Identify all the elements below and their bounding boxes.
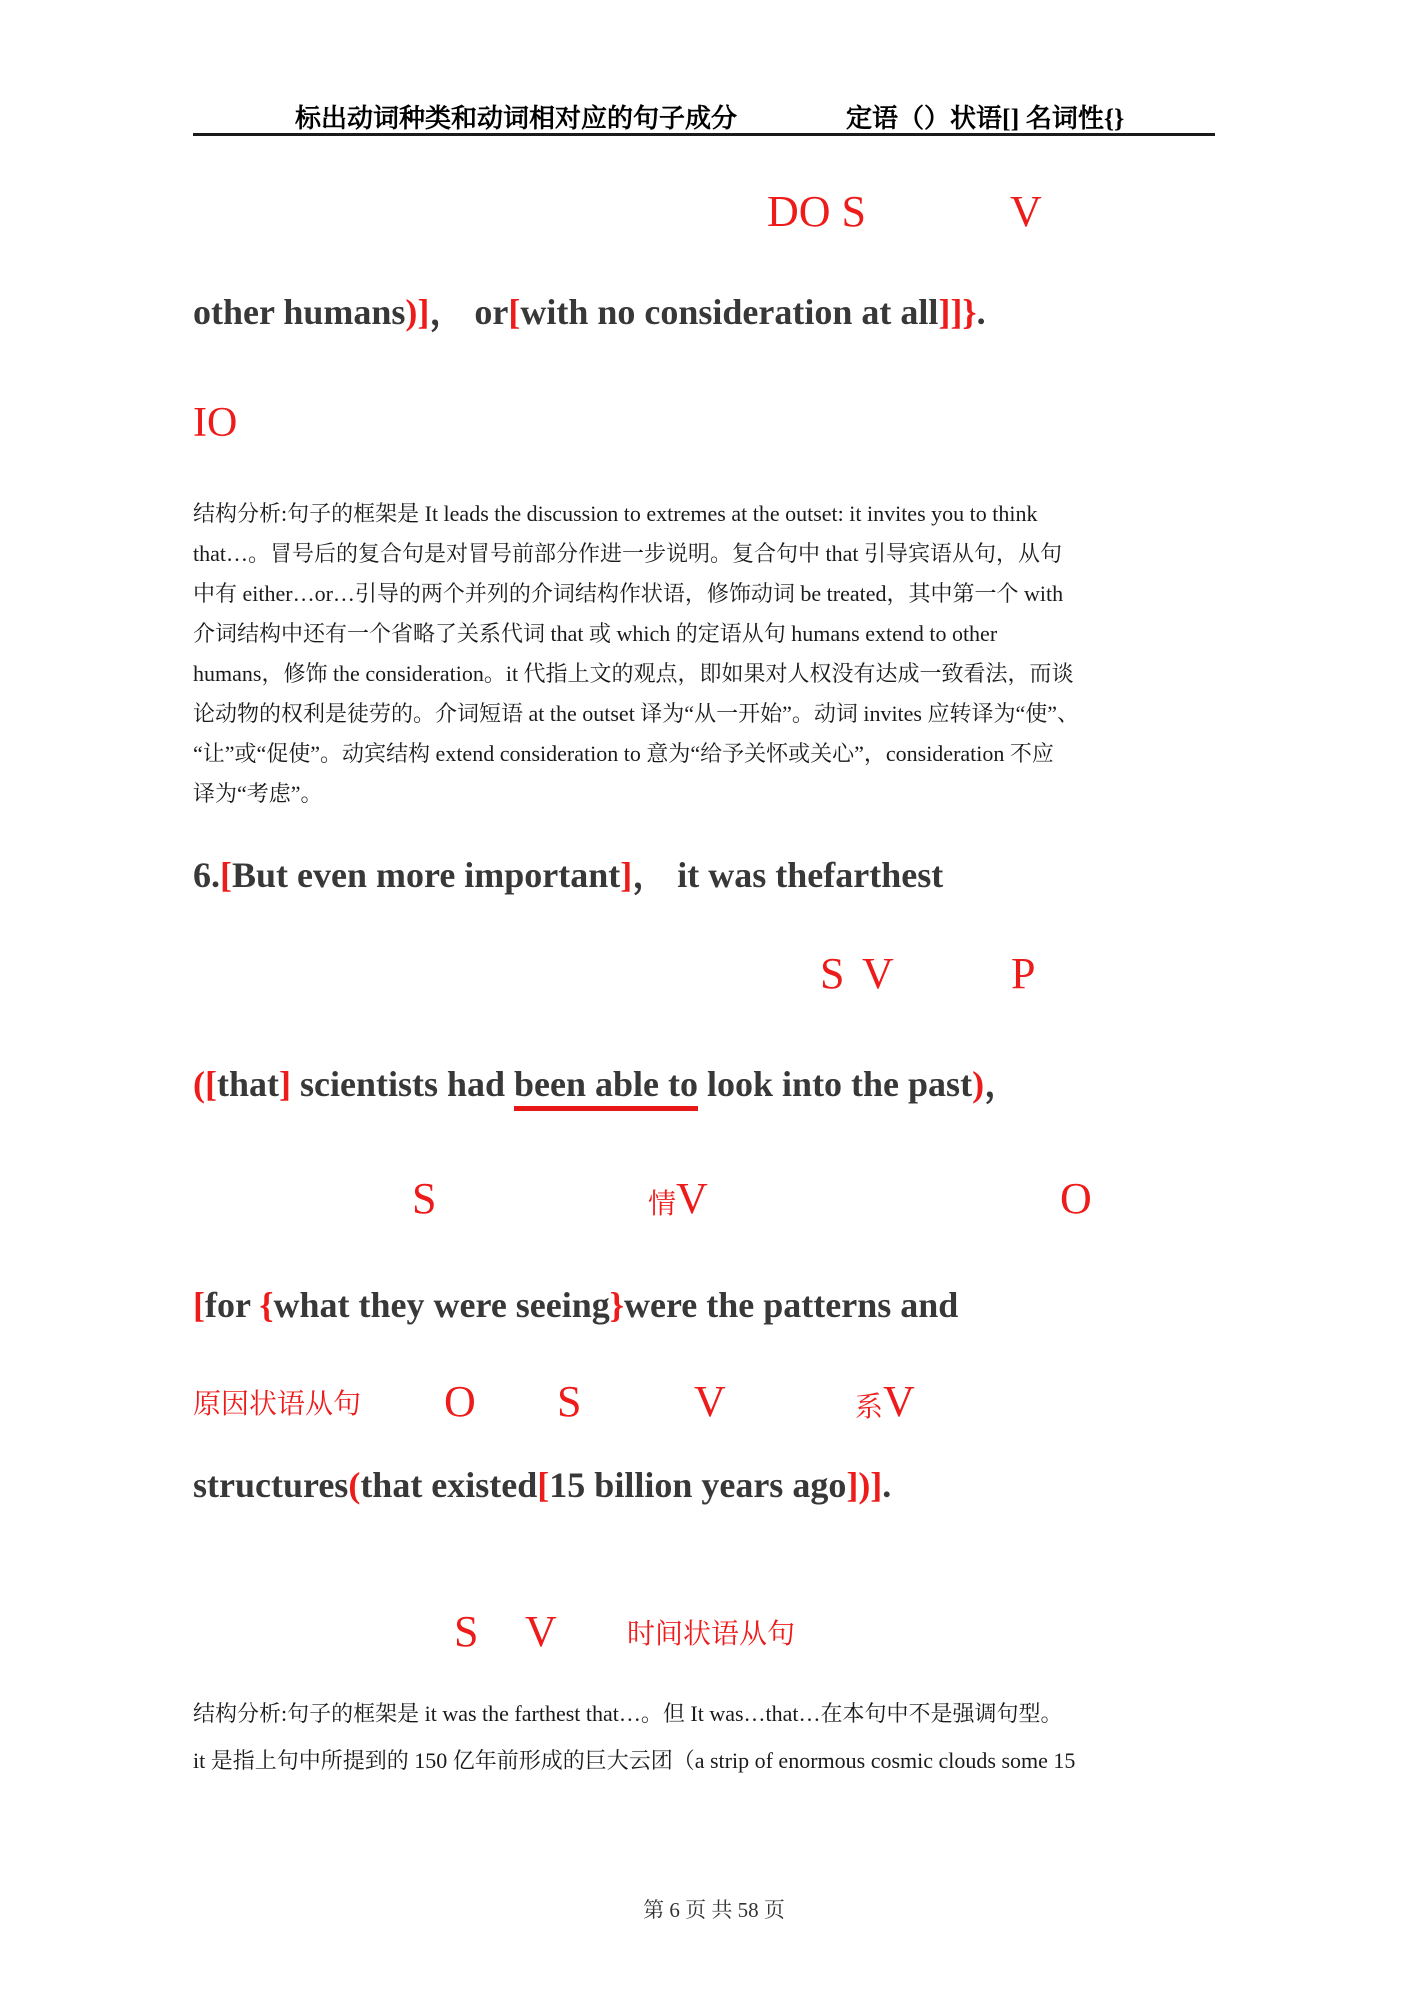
annotation-row-svp	[0, 948, 1414, 1000]
annotation-v: V	[862, 949, 894, 998]
annotation-v: V	[883, 1377, 915, 1426]
analysis-line: 中有 either…or…引导的两个并列的介词结构作状语，修饰动词 be treated，其中第一个 with	[193, 581, 1064, 606]
annotation-cause-label: 原因状语从句	[193, 1389, 362, 1420]
sentence-text: other humans	[193, 292, 406, 332]
analysis-line: 结构分析:句子的框架是 it was the farthest that…。但 It was…that…在本句中不是强调句型。	[193, 1701, 1063, 1726]
annotation-time-label: 时间状语从句	[627, 1619, 796, 1650]
sentence-text: .	[882, 1465, 892, 1505]
analysis-paragraph-6	[193, 1690, 1253, 1784]
annotation-qing: 情	[648, 1189, 677, 1220]
annotation-qing-v	[648, 1173, 708, 1235]
analysis-line: 介词结构中还有一个省略了关系代词 that 或 which 的定语从句 humans extend to other	[193, 621, 998, 646]
annotation-s: S	[557, 1377, 582, 1426]
red-bracket: [	[508, 292, 521, 332]
annotation-v: V	[525, 1607, 557, 1656]
annotation-s: S	[820, 949, 845, 998]
sentence-text: ，	[984, 1064, 1021, 1104]
red-bracket: ])]	[846, 1465, 883, 1505]
red-brace: }	[609, 1285, 624, 1325]
sentence-text: scientists had	[290, 1064, 515, 1104]
annotation-v: V	[694, 1377, 726, 1426]
annotation-do-s: DO S	[767, 187, 867, 236]
red-paren: (	[348, 1465, 361, 1505]
item-number: 6.	[193, 855, 220, 895]
annotation-xi: 系	[855, 1392, 884, 1423]
analysis-line: that…。冒号后的复合句是对冒号前部分作进一步说明。复合句中 that 引导宾语从句，从句	[193, 541, 1062, 566]
red-brace: {	[259, 1285, 274, 1325]
red-bracket: ([	[193, 1064, 217, 1104]
red-bracket: ]	[620, 855, 633, 895]
sentence6-for-line	[193, 1281, 958, 1329]
annotation-xi-v	[855, 1376, 915, 1438]
annotation-s: S	[454, 1607, 479, 1656]
red-bracket: [	[537, 1465, 550, 1505]
sentence-text: that existed	[360, 1465, 538, 1505]
page-number-footer: 第 6 页 共 58 页	[643, 1898, 785, 1922]
annotation-row-cause-clause	[0, 1376, 1414, 1428]
annotation-row-do-s-v	[0, 186, 1414, 238]
sentence6-heading-line	[193, 851, 943, 899]
annotation-v: V	[1010, 187, 1042, 236]
header-title: 标出动词种类和动词相对应的句子成分	[295, 104, 738, 133]
annotation-o: O	[1060, 1174, 1092, 1223]
sentence-text: But even more important	[232, 855, 621, 895]
sentence-text: ， or	[429, 292, 509, 332]
analysis-line: humans，修饰 the consideration。it 代指上文的观点，即如果对人权没有达成一致看法，而谈	[193, 661, 1074, 686]
annotation-io: IO	[193, 400, 238, 446]
annotation-row-time-clause	[0, 1606, 1414, 1658]
red-bracket: ]]}	[938, 292, 977, 332]
annotation-v: V	[676, 1174, 708, 1223]
sentence-text: look into the past	[698, 1064, 973, 1104]
annotation-p: P	[1011, 949, 1036, 998]
red-bracket: )]	[405, 292, 430, 332]
sentence-text: with no consideration at all	[520, 292, 939, 332]
sentence-text: ， it was thefarthest	[632, 855, 944, 895]
sentence-text: what they were seeing	[273, 1285, 610, 1325]
sentence-text: 15 billion years ago	[549, 1465, 847, 1505]
sentence-text: structures	[193, 1465, 349, 1505]
red-bracket: [	[220, 855, 232, 895]
annotation-o: O	[444, 1377, 476, 1426]
red-bracket: ]	[278, 1064, 291, 1104]
analysis-line: it 是指上句中所提到的 150 亿年前形成的巨大云团（a strip of enormous cosmic clouds some 15	[193, 1748, 1076, 1773]
header-rule	[193, 133, 1215, 136]
red-bracket: [	[193, 1285, 205, 1325]
sentence5-tail-line	[193, 288, 986, 336]
sentence6-that-line	[193, 1060, 1020, 1108]
red-bracket: )	[972, 1064, 985, 1104]
annotation-s: S	[412, 1174, 437, 1223]
sentence6-structures-line	[193, 1461, 891, 1509]
analysis-line: 译为“考虑”。	[193, 781, 323, 806]
analysis-paragraph-5	[193, 494, 1253, 814]
sentence-text: for	[205, 1285, 260, 1325]
analysis-line: “让”或“促使”。动宾结构 extend consideration to 意为“给予关怀或关心”，consideration 不应	[193, 741, 1054, 766]
sentence-text: were the patterns and	[623, 1285, 959, 1325]
underlined-phrase: been able to	[514, 1064, 698, 1111]
analysis-line: 结构分析:句子的框架是 It leads the discussion to extremes at the outset: it invites you to think	[193, 501, 1038, 526]
sentence-text: .	[976, 292, 986, 332]
header-legend: 定语（）状语[] 名词性{}	[846, 104, 1125, 133]
analysis-line: 论动物的权利是徒劳的。介词短语 at the outset 译为“从一开始”。动词 invites 应转译为“使”、	[193, 701, 1080, 726]
sentence-text: that	[216, 1064, 279, 1104]
annotation-row-s-qingv-o	[0, 1173, 1414, 1225]
